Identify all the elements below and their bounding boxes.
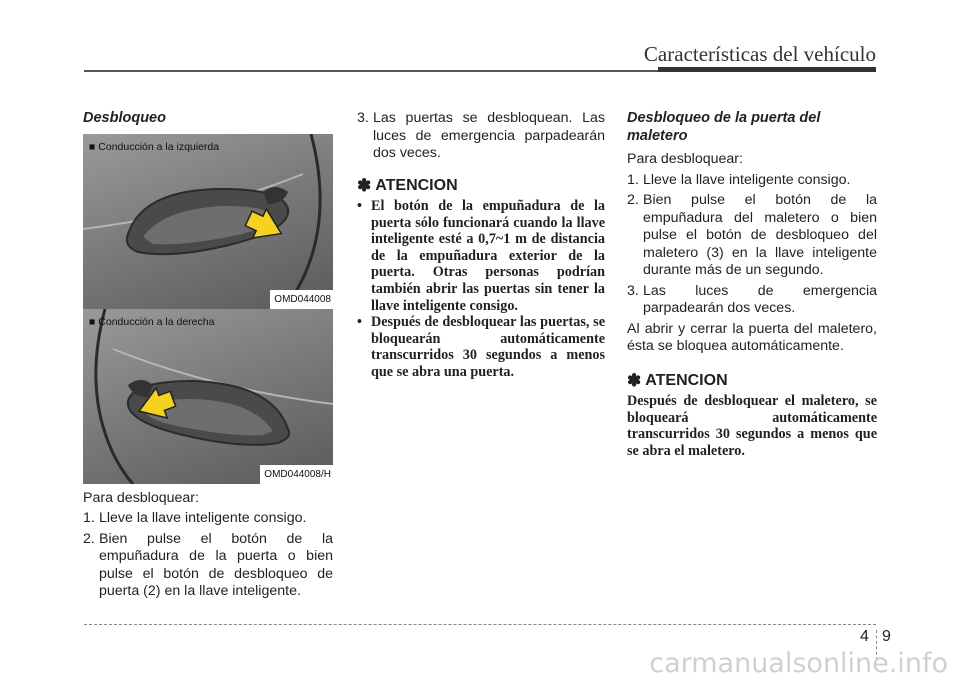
bullet-icon: • <box>357 198 362 214</box>
unlock-steps <box>83 510 333 601</box>
figure-caption: ■ Conducción a la izquierda <box>89 140 220 153</box>
closing-text: Al abrir y cerrar la puerta del maletero, ésta se bloquea automáticamente. <box>627 320 877 354</box>
list-item: 2. Bien pulse el botón de la empuñadura del maletero o bien pulse el botón de desbloqueo del maletero (3) en la llave inteligente durante más de un segundo. <box>627 192 877 278</box>
figure-code: OMD044008 <box>270 290 333 309</box>
list-item: 1. Lleve la llave inteligente consigo. <box>627 171 851 188</box>
section-heading-trunk: Desbloqueo de la puerta del maletero <box>627 110 821 144</box>
column-3 <box>627 110 877 462</box>
attention-text: Después de desbloquear el maletero, se bloqueará automáticamente transcurridos 30 segundos a menos que se abra el maletero. <box>627 393 877 459</box>
unlock-steps-cont <box>357 110 605 163</box>
list-item: 3. Las luces de emergencia parpadearán dos veces. <box>627 282 877 316</box>
footer-rule <box>84 624 876 625</box>
attention-heading: ✽ ATENCION <box>627 370 728 390</box>
attention-heading: ✽ ATENCION <box>357 175 458 195</box>
list-item: 3. Las puertas se desbloquean. Las luces de emergencia parpadearán dos veces. <box>357 110 605 161</box>
figure-caption: ■ Conducción a la derecha <box>89 315 215 328</box>
column-1 <box>83 110 333 604</box>
attention-list <box>357 198 605 381</box>
header-rule-accent <box>658 67 876 72</box>
page-number: 9 <box>882 628 891 645</box>
door-handle-illustration-rhd <box>83 309 333 484</box>
list-item: • El botón de la empuñadura de la puerta sólo funcionará cuando la llave inteligente esté a 0,7~1 m de distancia de la empuñadura exterior de la puerta. Otras personas podrían también abrir las puertas sin tener la llave inteligente consigo. <box>357 198 605 314</box>
chapter-number: 4 <box>860 628 869 645</box>
square-bullet-icon: ■ <box>89 140 96 153</box>
square-bullet-icon: ■ <box>89 315 96 328</box>
figure-code: OMD044008/H <box>260 465 333 484</box>
bullet-icon: • <box>357 314 362 331</box>
watermark: carmanualsonline.info <box>649 648 948 679</box>
list-item: • Después de desbloquear las puertas, se bloquearán automáticamente transcurridos 30 segundos a menos que se abra una puerta. <box>357 314 605 380</box>
attention-star-icon: ✽ <box>357 175 372 195</box>
intro-text: Para desbloquear: <box>83 489 199 506</box>
attention-star-icon: ✽ <box>627 370 642 390</box>
door-handle-illustration-lhd <box>83 134 333 309</box>
list-item: 2. Bien pulse el botón de la empuñadura de la puerta o bien pulse el botón de desbloqueo de puerta (2) en la llave inteligente. <box>83 530 333 599</box>
list-item: 1. Lleve la llave inteligente consigo. <box>83 510 307 526</box>
column-2 <box>357 110 605 381</box>
page-header-title: Características del vehículo <box>643 42 876 66</box>
figure-right-hand-drive <box>83 309 333 484</box>
trunk-steps <box>627 172 877 318</box>
figure-left-hand-drive <box>83 134 333 309</box>
intro-text: Para desbloquear: <box>627 151 743 167</box>
section-heading-unlock: Desbloqueo <box>83 110 166 126</box>
